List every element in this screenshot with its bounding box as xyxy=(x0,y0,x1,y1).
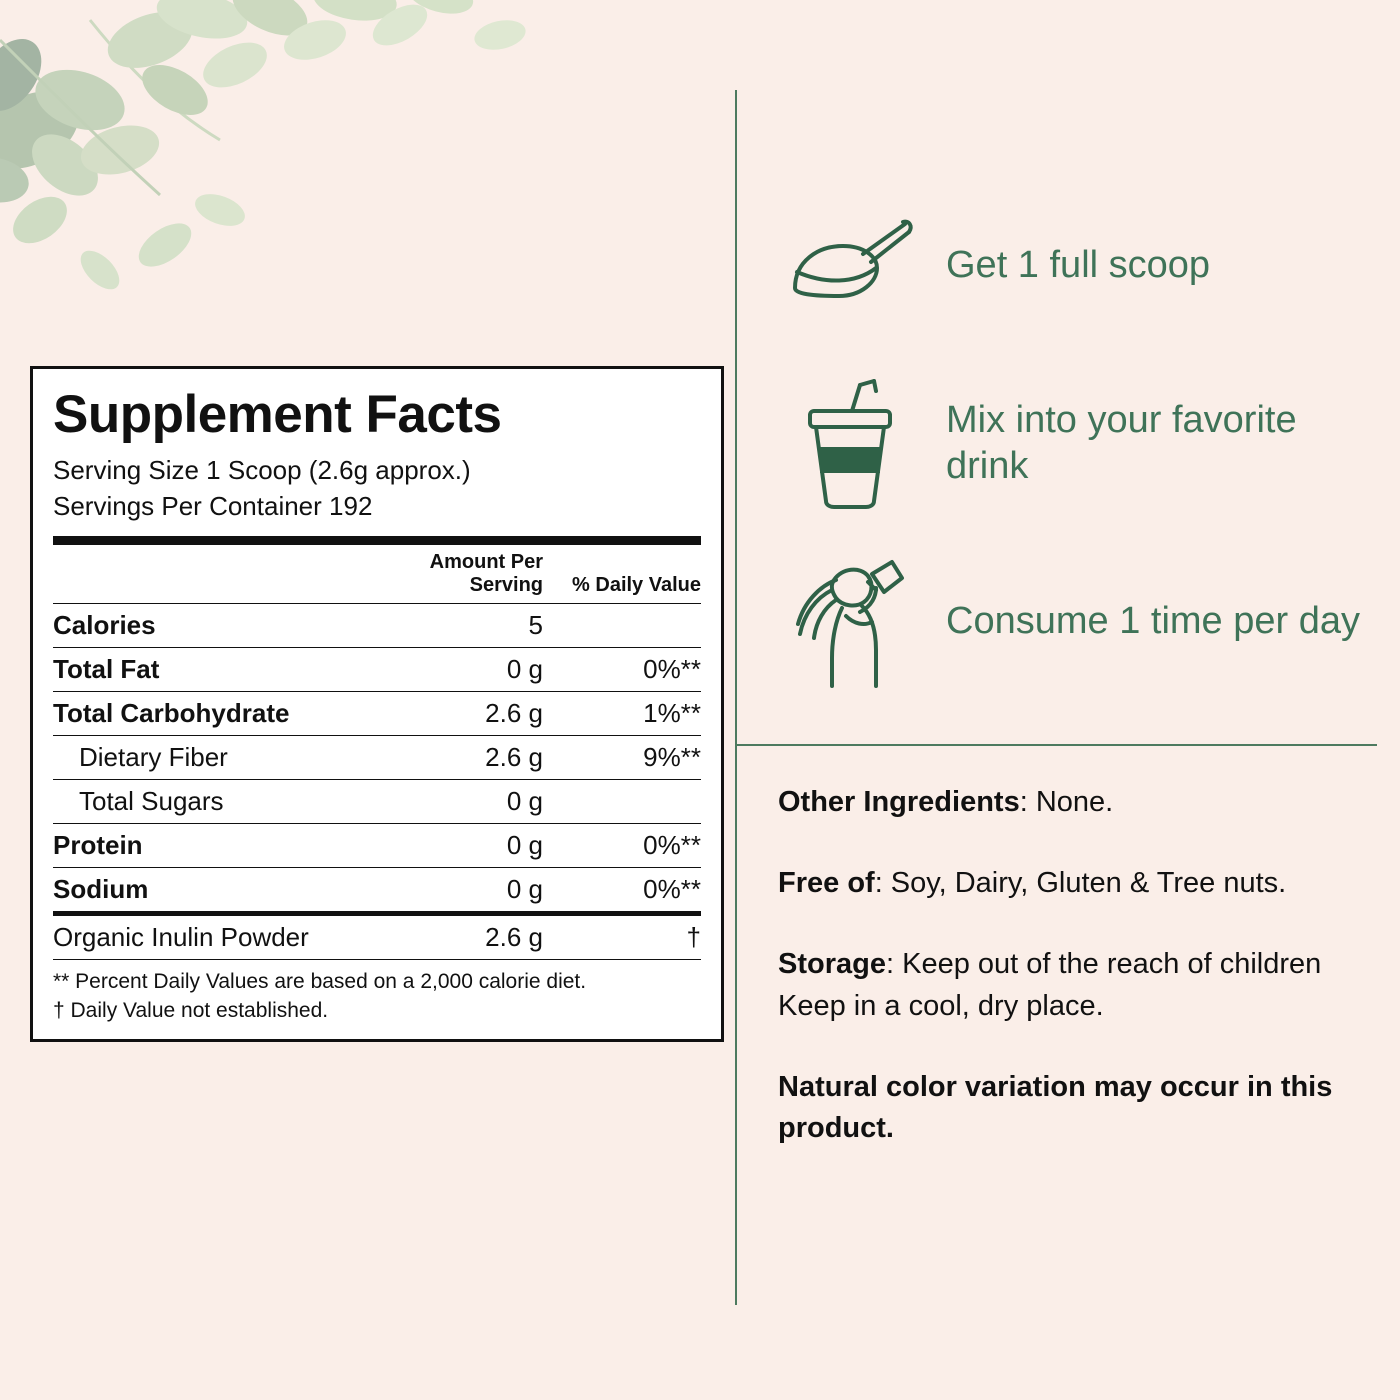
row-amount: 2.6 g xyxy=(363,692,551,736)
product-info xyxy=(778,782,1378,1189)
table-row xyxy=(53,868,701,914)
row-label: Protein xyxy=(53,824,363,868)
drink-cup-icon xyxy=(780,373,920,513)
ingredient-amount: 2.6 g xyxy=(363,914,551,960)
other-ingredients xyxy=(778,782,1378,823)
horizontal-divider xyxy=(737,744,1377,746)
direction-label: Get 1 full scoop xyxy=(946,243,1211,286)
table-header-row xyxy=(53,545,701,604)
row-amount: 0 g xyxy=(363,868,551,914)
vertical-divider xyxy=(735,90,737,1305)
direction-step-mix xyxy=(780,373,1380,513)
storage xyxy=(778,944,1378,1026)
row-daily-value: 1%** xyxy=(551,692,701,736)
servings-per-container: Servings Per Container 192 xyxy=(53,490,373,521)
table-row xyxy=(53,692,701,736)
row-label: Total Fat xyxy=(53,648,363,692)
other-ingredients-label: Other Ingredients xyxy=(778,786,1020,818)
person-drinking-icon xyxy=(780,551,920,691)
direction-label: Consume 1 time per day xyxy=(946,599,1360,642)
row-daily-value xyxy=(551,604,701,648)
row-label: Total Carbohydrate xyxy=(53,692,363,736)
header-amount-per-serving: Amount Per Serving xyxy=(363,545,551,604)
row-daily-value: 0%** xyxy=(551,648,701,692)
row-label: Calories xyxy=(53,604,363,648)
row-amount: 0 g xyxy=(363,648,551,692)
row-label: Dietary Fiber xyxy=(53,736,363,780)
table-row xyxy=(53,824,701,868)
color-variation-text: Natural color variation may occur in this product. xyxy=(778,1070,1333,1144)
row-amount: 0 g xyxy=(363,824,551,868)
scoop-icon xyxy=(780,195,920,335)
ingredient-name: Organic Inulin Powder xyxy=(53,914,363,960)
row-amount: 2.6 g xyxy=(363,736,551,780)
free-of-label: Free of xyxy=(778,867,875,900)
color-variation-note xyxy=(778,1067,1378,1149)
directions-list xyxy=(780,195,1380,729)
other-ingredients-value: : None. xyxy=(1019,786,1114,818)
page-title: Supplement Facts xyxy=(53,385,502,444)
row-daily-value: 0%** xyxy=(551,868,701,914)
divider-thick xyxy=(53,536,701,545)
direction-label: Mix into your favorite drink xyxy=(946,398,1297,487)
ingredient-row xyxy=(53,914,701,960)
row-daily-value xyxy=(551,780,701,824)
free-of-value: : Soy, Dairy, Gluten & Tree nuts. xyxy=(874,867,1287,900)
row-label: Sodium xyxy=(53,868,363,914)
storage-value: : Keep out of the reach of children Keep in a cool, dry place. xyxy=(778,948,1322,1022)
table-row xyxy=(53,736,701,780)
header-blank xyxy=(53,545,363,604)
footnote-dv-not-established: † Daily Value not established. xyxy=(53,998,329,1022)
nutrition-table xyxy=(53,545,701,960)
storage-label: Storage xyxy=(778,948,886,981)
row-label: Total Sugars xyxy=(53,780,363,824)
row-amount: 5 xyxy=(363,604,551,648)
serving-size: Serving Size 1 Scoop (2.6g approx.) xyxy=(53,454,471,485)
supplement-facts-panel xyxy=(30,366,724,1042)
footnote-daily-values: ** Percent Daily Values are based on a 2,000 calorie diet. xyxy=(53,970,587,994)
row-amount: 0 g xyxy=(363,780,551,824)
row-daily-value: 9%** xyxy=(551,736,701,780)
table-row xyxy=(53,604,701,648)
table-row xyxy=(53,648,701,692)
free-of xyxy=(778,863,1378,904)
row-daily-value: 0%** xyxy=(551,824,701,868)
direction-step-consume xyxy=(780,551,1380,691)
header-daily-value: % Daily Value xyxy=(551,545,701,604)
table-row xyxy=(53,780,701,824)
direction-step-scoop xyxy=(780,195,1380,335)
ingredient-daily-value: † xyxy=(551,914,701,960)
